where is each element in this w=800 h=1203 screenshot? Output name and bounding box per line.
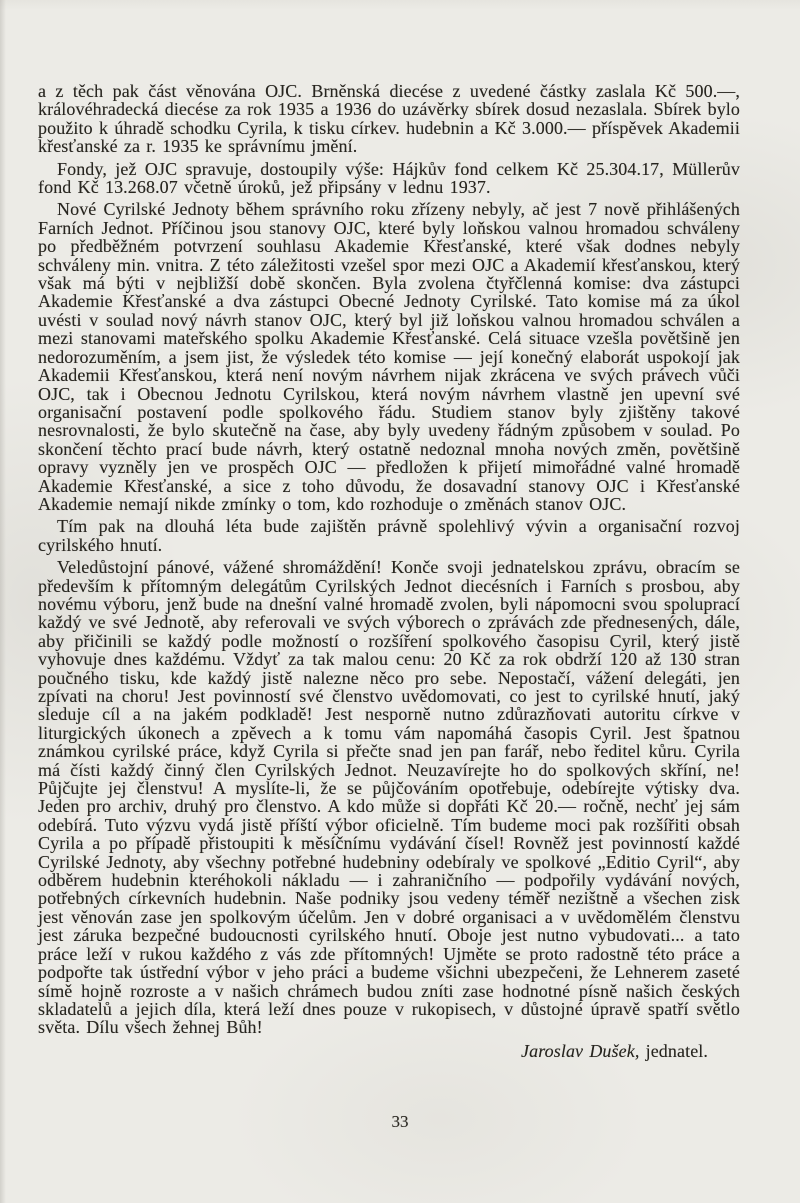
paragraph-rozvoj: Tím pak na dlouhá léta bude zajištěn právně spolehlivý vývin a organisační rozvoj cyrilského hnutí. (38, 516, 740, 555)
text-column (38, 82, 740, 1060)
paragraph-zaver: Veledůstojní pánové, vážené shromáždění! Konče svoji jednatelskou zprávu, obracím se především k přítomným delegátům Cyrilských Jednot diecésních i Farních s prosbou, aby novému výboru, jenž bude na dnešní valné hromadě zvolen, byli nápomocni svou spoluprací každý ve své Jednotě, aby referovali ve svých výborech o zprávách zde přednesených, dále, aby přičinili se každý podle možností o rozšíření spolkového časopisu Cyril, který jistě vyhovuje dnes každému. Vždyť za tak malou cenu: 20 Kč za rok obdrží 120 až 130 stran poučného tisku, kde každý jistě nalezne něco pro sebe. Nepostačí, vážení delegáti, jen zpívati na choru! Jest povinností své členstvo uvědomovati, co jest to cyrilské hnutí, jaký sleduje cíl a na jakém podkladě! Jest nesporně nutno zdůrazňovati autoritu církve v liturgických úkonech a zpěvech a k tomu vám napomáhá časopis Cyril. Jest špatnou známkou cyrilské práce, když Cyrila si přečte snad jen pan farář, nebo ředitel kůru. Cyrila má čísti každý činný člen Cyrilských Jednot. Neuzavírejte ho do spolkových skříní, ne! Půjčujte jej členstvu! A myslíte-li, že se půjčováním opotřebuje, odebírejte výtisky dva. Jeden pro archiv, druhý pro členstvo. A kdo může si dopřáti Kč 20.— ročně, nechť jej sám odebírá. Tuto výzvu vydá jistě příští výbor oficielně. Tím budeme moci pak rozšířiti obsah Cyrila a po případě přistoupiti k měsíčnímu vydávání čísel! Rovněž jest povinností každé Cyrilské Jednoty, aby všechny potřebné hudebniny odebíraly ve spolkové „Editio Cyril“, aby odběrem hudebnin kteréhokoli nákladu — i zahraničního — podpořily vydávání nových, potřebných církevních hudebnin. Naše podniky jsou vedeny téměř nezištně a všechen zisk jest věnován zase jen spolkovým účelům. Jen v dobré organisaci a v uvědomělém členstvu jest záruka bezpečné budoucnosti cyrilského hnutí. Oboje jest nutno vybudovati... a tato práce leží v rukou každého z vás zde přítomných! Ujměte se proto radostně této práce a podpořte tak ústřední výbor v jeho práci a budeme všichni ubezpečeni, že Lehnerem zaseté símě hojně rozroste a v našich chrámech budou zníti zase hodnotné písně našich českých skladatelů a jejich díla, která leží dnes pouze v rukopisech, v důstojné úpravě spatří světlo světa. Dílu všech žehnej Bůh! (38, 557, 740, 1038)
signature-line (38, 1042, 740, 1060)
signature-role: jednatel. (639, 1040, 708, 1061)
page-number: 33 (391, 1112, 409, 1131)
paragraph-fondy: Fondy, jež OJC spravuje, dostoupily výše: Hájkův fond celkem Kč 25.304.17, Müllerův fond Kč 13.268.07 včetně úroků, jež připsány v lednu 1937. (38, 158, 740, 198)
paragraph-nove-jednoty: Nové Cyrilské Jednoty během správního roku zřízeny nebyly, ač jest 7 nově přihlášených Farních Jednot. Příčinou jsou stanovy OJC, které byly loňskou valnou hromadou schváleny po předběžném potvrzení souhlasu Akademie Křesťanské, které však dodnes nebyly schváleny min. vnitra. Z této záležitosti vzešel spor mezi OJC a Akademií křesťanskou, který však má býti v nejbližší době skončen. Byla zvolena čtyřčlenná komise: dva zástupci Akademie Křesťanské a dva zástupci Obecné Jednoty Cyrilské. Tato komise má za úkol uvésti v soulad nový návrh stanov OJC, který byl již loňskou valnou hromadou schválen a mezi stanovami mateřského spolku Akademie Křesťanské. Celá situace vzešla povětšině jen nedorozuměním, a jsem jist, že výsledek této komise — její konečný elaborát uspokojí jak Akademii Křesťanskou, která není novým návrhem nijak zkrácena ve svých právech vůči OJC, tak i Obecnou Jednotu Cyrilskou, která novým návrhem vlastně jen upevní své organisační postavení podle spolkového řádu. Studiem stanov byly zjištěny takové nesrovnalosti, že bylo skutečně na čase, aby byly uvedeny řádným způsobem v soulad. Po skončení těchto prací bude návrh, který ostatně nedoznal mnoha nových změn, povětšině opravy vyzněly jen ve prospěch OJC — předložen k přijetí mimořádné valné hromadě Akademie Křesťanské, a sice z toho důvodu, že dosavadní stanovy OJC i Křesťanské Akademie nemají nikde zmínky o tom, kdo rozhoduje o změnách stanov OJC. (38, 199, 740, 514)
paragraph-continuation: a z těch pak část věnována OJC. Brněnská diecése z uvedené částky zaslala Kč 500.—, královéhradecká diecése za rok 1935 a 1936 do uzávěrky sbírek dosud nezaslala. Sbírek bylo použito k úhradě schodku Cyrila, k tisku církev. hudebnin a Kč 3.000.— příspěvek Akademii křesťanské za r. 1935 ke správnímu jmění. (38, 81, 740, 157)
signature-name: Jaroslav Dušek, (521, 1040, 640, 1061)
